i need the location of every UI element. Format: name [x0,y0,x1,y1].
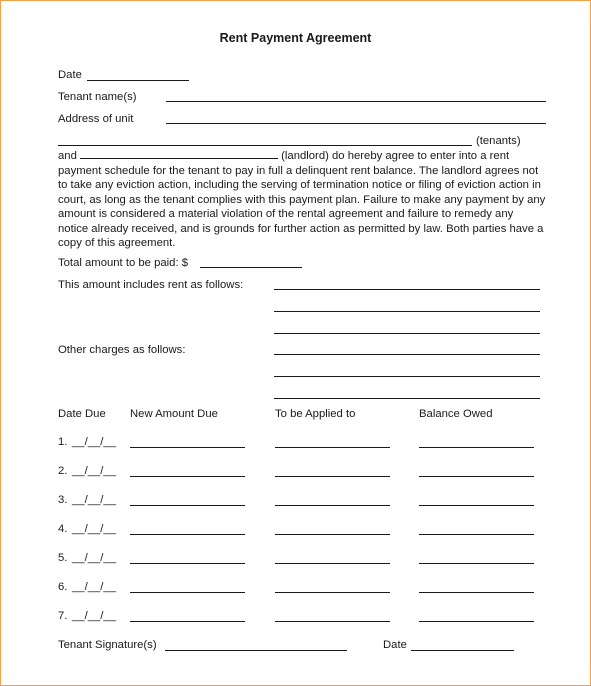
row-amount-field[interactable] [130,476,245,477]
row-number: 3. [58,494,68,506]
row-applied-field[interactable] [275,447,390,448]
row-balance-field[interactable] [419,563,534,564]
row-date[interactable]: __/__/__ [72,581,116,593]
date-label: Date [58,69,82,81]
row-number: 2. [58,465,68,477]
other-charges-line-3[interactable] [274,398,540,399]
row-applied-field[interactable] [275,592,390,593]
row-applied-field[interactable] [275,534,390,535]
row-number: 1. [58,436,68,448]
row-date[interactable]: __/__/__ [72,436,116,448]
row-amount-field[interactable] [130,505,245,506]
row-number: 7. [58,610,68,622]
tenant-names-label: Tenant name(s) [58,91,137,103]
row-applied-field[interactable] [275,563,390,564]
header-balance-owed: Balance Owed [419,408,493,420]
row-amount-field[interactable] [130,534,245,535]
row-amount-field[interactable] [130,621,245,622]
row-balance-field[interactable] [419,534,534,535]
row-amount-field[interactable] [130,447,245,448]
signature-date-label: Date [383,639,407,651]
header-to-be-applied: To be Applied to [275,408,356,420]
row-date[interactable]: __/__/__ [72,523,116,535]
agreement-text: do hereby agree to enter into a rent payment schedule for the tenant to pay in full a delinquent rent balance. The landlord agrees not to take any eviction action, including the serving of termination notice or filing of eviction action in court, as long as the tenant complies with this payment plan. Failure to make any payment by any amount is considered a material violation of the rental agreement and failure to remedy any notice already received, and is grounds for further action as permitted by law. Both parties have a copy of this agreement. [58,150,546,249]
date-field[interactable] [87,80,189,81]
and-label: and [58,150,77,162]
other-charges-label: Other charges as follows: [58,344,186,356]
row-balance-field[interactable] [419,592,534,593]
rent-detail-line-2[interactable] [274,311,540,312]
rent-detail-line-3[interactable] [274,333,540,334]
landlord-name-field[interactable] [80,148,278,159]
other-charges-line-2[interactable] [274,376,540,377]
rent-detail-line-1[interactable] [274,289,540,290]
row-date[interactable]: __/__/__ [72,494,116,506]
total-amount-field[interactable] [200,267,302,268]
row-number: 4. [58,523,68,535]
tenant-signature-label: Tenant Signature(s) [58,639,157,651]
row-amount-field[interactable] [130,563,245,564]
total-amount-label: Total amount to be paid: $ [58,257,189,269]
row-date[interactable]: __/__/__ [72,465,116,477]
row-number: 6. [58,581,68,593]
row-applied-field[interactable] [275,621,390,622]
tenants-field[interactable] [58,145,472,146]
tenants-suffix: (tenants) [476,135,521,147]
row-balance-field[interactable] [419,621,534,622]
landlord-label: (landlord) [281,150,329,162]
other-charges-line-1[interactable] [274,354,540,355]
signature-date-field[interactable] [411,650,514,651]
row-number: 5. [58,552,68,564]
row-applied-field[interactable] [275,476,390,477]
row-date[interactable]: __/__/__ [72,610,116,622]
address-field[interactable] [166,123,546,124]
header-date-due: Date Due [58,408,106,420]
tenant-names-field[interactable] [166,101,546,102]
rent-includes-label: This amount includes rent as follows: [58,279,244,291]
row-balance-field[interactable] [419,505,534,506]
row-balance-field[interactable] [419,447,534,448]
tenant-signature-field[interactable] [165,650,347,651]
address-label: Address of unit [58,113,134,125]
agreement-paragraph [58,148,546,251]
row-applied-field[interactable] [275,505,390,506]
row-amount-field[interactable] [130,592,245,593]
header-new-amount-due: New Amount Due [130,408,218,420]
row-balance-field[interactable] [419,476,534,477]
page-title: Rent Payment Agreement [219,31,372,45]
row-date[interactable]: __/__/__ [72,552,116,564]
